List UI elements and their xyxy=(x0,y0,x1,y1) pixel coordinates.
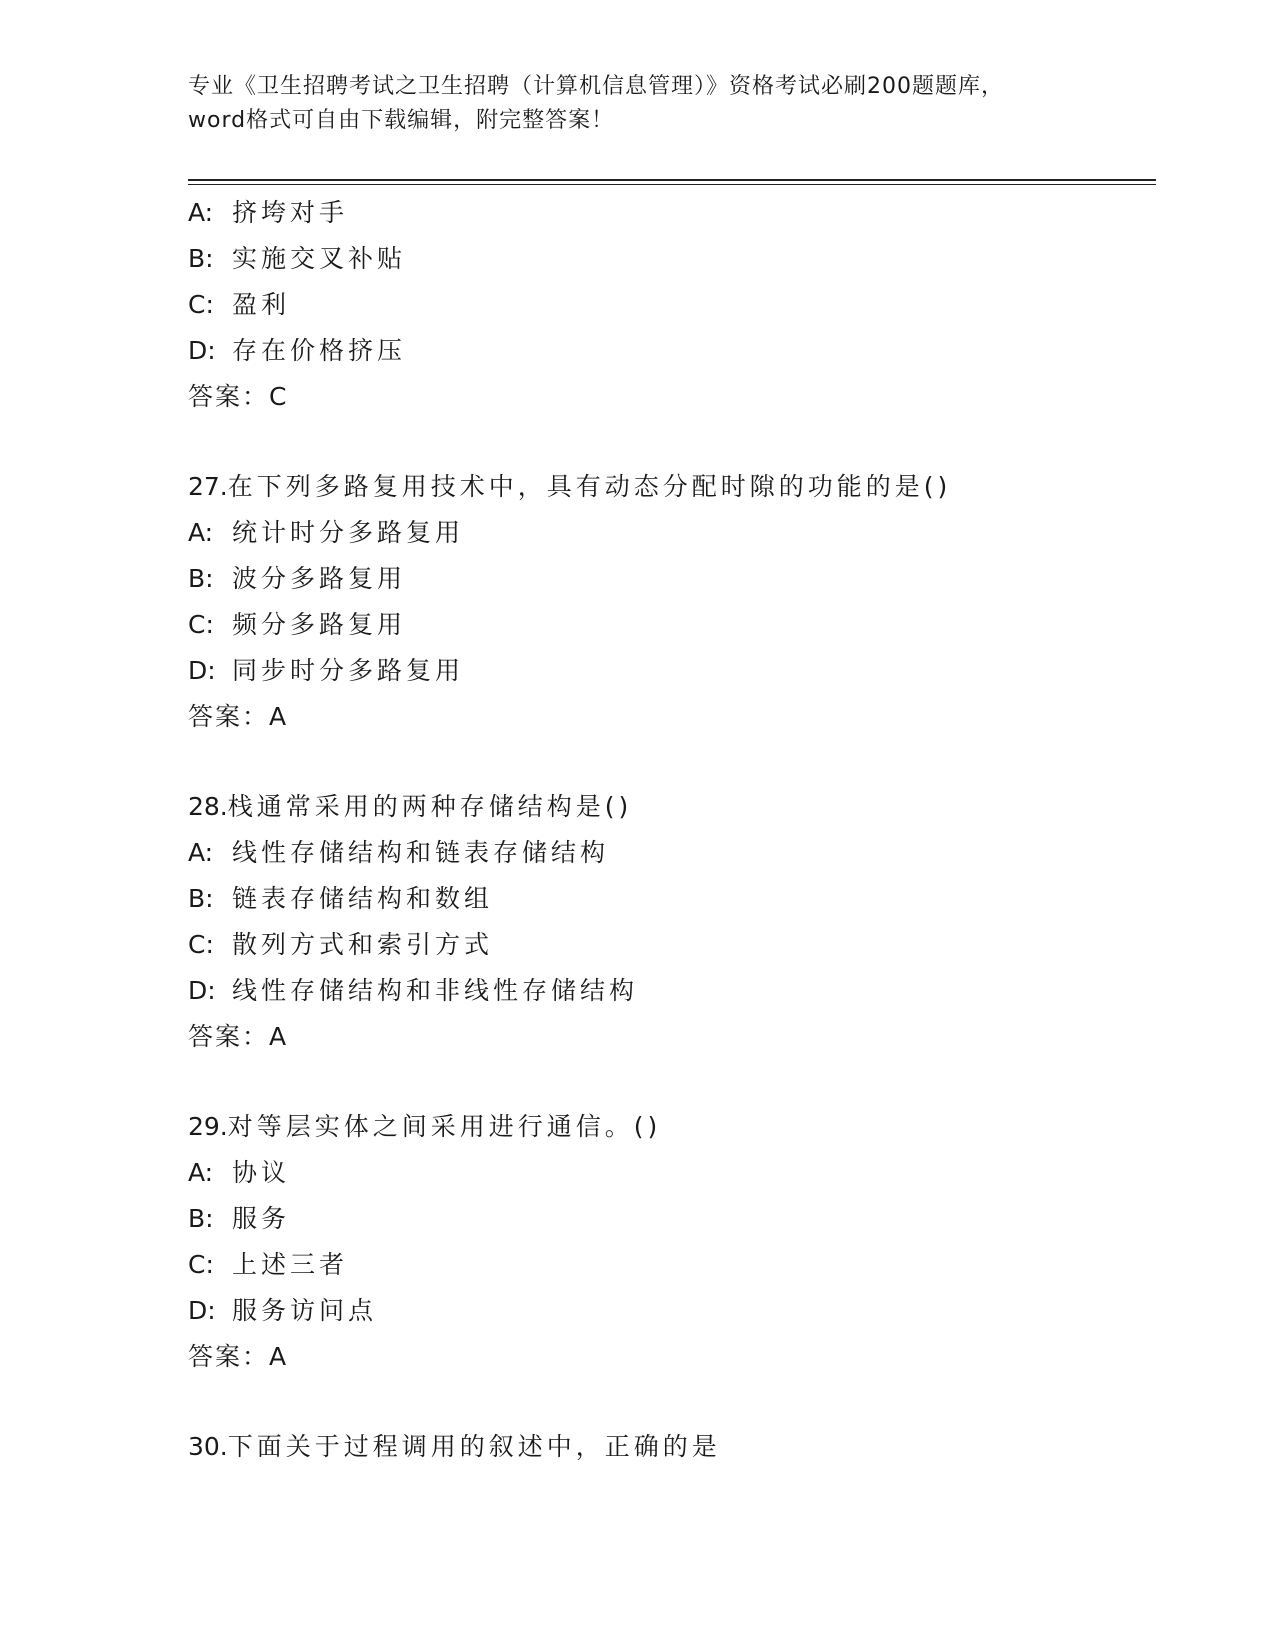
question-26-continuation xyxy=(188,190,1148,420)
question-list xyxy=(188,190,1148,1470)
option-b: B: 实施交叉补贴 xyxy=(188,244,407,273)
answer: 答案：A xyxy=(188,1022,289,1051)
question-stem: 29.对等层实体之间采用进行通信。() xyxy=(188,1112,662,1141)
question-29 xyxy=(188,1104,1148,1380)
option-a: A: 线性存储结构和链表存储结构 xyxy=(188,838,610,867)
option-a: A: 协议 xyxy=(188,1158,291,1187)
question-stem: 28.栈通常采用的两种存储结构是() xyxy=(188,792,633,821)
option-d: D: 线性存储结构和非线性存储结构 xyxy=(188,976,639,1005)
option-c: C: 上述三者 xyxy=(188,1250,349,1279)
document-header xyxy=(188,70,1088,138)
question-27 xyxy=(188,464,1148,740)
option-b: B: 波分多路复用 xyxy=(188,564,407,593)
option-c: C: 盈利 xyxy=(188,290,291,319)
header-line-1: 专业《卫生招聘考试之卫生招聘（计算机信息管理）》资格考试必刷200题题库， xyxy=(188,74,1004,99)
question-stem: 27.在下列多路复用技术中，具有动态分配时隙的功能的是() xyxy=(188,472,952,501)
option-b: B: 服务 xyxy=(188,1204,291,1233)
option-c: C: 频分多路复用 xyxy=(188,610,407,639)
question-30 xyxy=(188,1424,1148,1470)
option-a: A: 统计时分多路复用 xyxy=(188,518,465,547)
header-divider-thick xyxy=(188,179,1156,181)
option-d: D: 服务访问点 xyxy=(188,1296,378,1325)
question-stem: 30.下面关于过程调用的叙述中，正确的是 xyxy=(188,1432,721,1461)
header-divider-thin xyxy=(188,184,1156,185)
answer: 答案：A xyxy=(188,1342,289,1371)
option-c: C: 散列方式和索引方式 xyxy=(188,930,494,959)
answer: 答案：C xyxy=(188,382,289,411)
option-d: D: 存在价格挤压 xyxy=(188,336,407,365)
option-d: D: 同步时分多路复用 xyxy=(188,656,465,685)
option-b: B: 链表存储结构和数组 xyxy=(188,884,494,913)
question-28 xyxy=(188,784,1148,1060)
header-line-2: word格式可自由下载编辑，附完整答案！ xyxy=(188,108,615,133)
answer: 答案：A xyxy=(188,702,289,731)
option-a: A: 挤垮对手 xyxy=(188,198,349,227)
